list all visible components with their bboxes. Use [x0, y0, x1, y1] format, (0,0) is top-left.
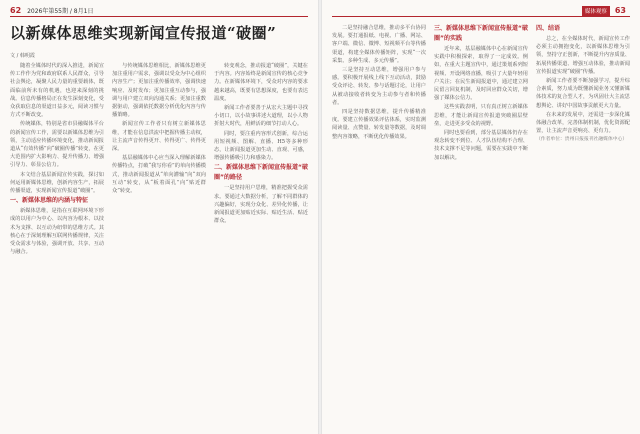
article-author: 文 / 韩明霞: [10, 53, 35, 59]
paragraph: 新闻宣传工作者只有树立新媒体思维，才能在信息洪流中把握传播主动权，让主流声音传得更开、传得更广、传得更深。: [112, 121, 206, 153]
right-page: [322, 0, 640, 434]
article-title: 以新媒体思维实现新闻宣传报道“破圈”: [10, 24, 277, 42]
paragraph: 与传统媒体思维相比，新媒体思维更加注重用户需求，强调以受众为中心组织内容生产；更加注重传播效率，强调快速响应、及时发布；更加注重互动参与，强调与用户建立双向沟通关系；更加注重数据驱动，强调依托数据分析优化内容与传播策略。: [112, 63, 206, 119]
paragraph: 在未来的发展中，还需进一步深化媒体融合改革，完善体制机制，优化资源配置，让主流声音更响亮、更有力。: [536, 111, 630, 135]
left-page-number: 62: [10, 6, 22, 15]
left-column-3: [214, 62, 308, 428]
paragraph: 二是坚持融合思维，推动多平台协同发展。要打通报纸、电视、广播、网站、客户端、微信、微博、短视频平台等传播渠道，构建全媒体传播矩阵，实现“一次采集、多种生成、多元传播”。: [332, 25, 426, 64]
paragraph: 一是坚持用户思维，精准把握受众需求。要通过大数据分析，了解不同群体的兴趣偏好，实现分众化、差异化传播，让新闻报道更加贴近实际、贴近生活、贴近群众。: [214, 185, 308, 225]
left-column-1: [10, 62, 104, 428]
left-column-2: [112, 62, 206, 428]
paragraph: 新闻工作者要不断加强学习，提升综合素质，努力成为既懂新闻业务又懂新媒体技术的复合型人才，为巩固壮大主流思想舆论、讲好中国故事贡献更大力量。: [536, 78, 630, 109]
paragraph: 新媒体思维，是指在互联网环境下形成的以用户为中心、以内容为根本、以技术为支撑、以互动为纽带的思维方式。其核心在于深刻理解互联网传播规律，关注受众需求与体验，强调开放、共享、互动与融合。: [10, 208, 104, 256]
paragraph: 三是坚持互动思维，增强用户参与感。要积极开展线上线下互动活动，鼓励受众评论、转发、参与话题讨论，让用户从被动接收者转变为主动参与者和传播者。: [332, 67, 426, 106]
right-column-3: [536, 24, 630, 428]
left-folio: [10, 6, 93, 15]
paragraph: 转变观念，推动报道“破圈”，关键在于内容。内容始终是新闻宣传的核心竞争力。在新媒体环境下，受众对内容的要求越来越高，既要有思想深度，也要有表达温度。: [214, 63, 308, 102]
section-tag: 媒体观察: [582, 6, 610, 16]
left-header-rule: [10, 16, 308, 17]
paragraph: 基层融媒体中心应当深入理解新媒体传播特点，打破“我写你看”的单向传播模式，推动新闻报道从“单向灌输”向“双向互动”转变，从“板着面孔”向“贴近群众”转变。: [112, 155, 206, 195]
paragraph: 随着全媒体时代的深入推进，新闻宣传工作作为党和政府联系人民群众，引导社会舆论，凝聚人民力量的重要载体，既面临前所未有的机遇，也迎来深刻的挑战。信息传播格局正在发生深刻变化，受众获取信息的渠道日益多元，阅读习惯与方式不断改变。: [10, 63, 104, 119]
author-affiliation: （作者单位：贵州日报报刊社融媒体中心）: [536, 137, 628, 143]
paragraph: 总之，在全媒体时代，新闻宣传工作必须主动拥抱变化，以新媒体思维为引领，坚持守正创新，不断提升内容质量、拓展传播渠道、增强互动体验，推动新闻宣传报道实现“破圈”传播。: [536, 36, 630, 75]
paragraph: 近年来，基层融媒体中心在新闻宣传实践中积极探索，取得了一定成效。例如，在重大主题宣传中，通过策划系列短视频、开设网络直播，吸引了大量年轻用户关注；在民生新闻报道中，通过建立网民留言回复机制，及时回应群众关切，增强了媒体公信力。: [434, 46, 528, 102]
section-heading: 二、新媒体思维下新闻宣传报道“破圈”的路径: [214, 164, 308, 182]
right-page-number: 63: [614, 6, 626, 15]
paragraph: 同时，要注重内容形式创新，综合运用短视频、图解、直播、H5等多种形态，让新闻报道更加生动、直观、可感，增强传播吸引力和感染力。: [214, 130, 308, 162]
section-heading: 四、结语: [536, 25, 561, 32]
right-column-2: [434, 24, 528, 428]
paragraph: 传统媒体，特别是省市县融媒体平台的新闻宣传工作，需要以新媒体思维为引领，主动适应传播环境变化，推动新闻报道从“有效传播”向“破圈传播”转变，在更大范围内扩大影响力、提升传播力、增强引导力、彰显公信力。: [10, 121, 104, 169]
paragraph: 新闻工作者要善于从宏大主题中寻找小切口，以小故事讲述大道理，以小人物折射大时代，用鲜活的细节打动人心。: [214, 105, 308, 128]
right-column-1: [332, 24, 426, 428]
left-issue-info: 2026年第55期 / 8月1日: [27, 8, 94, 15]
left-page: [0, 0, 318, 434]
section-heading: 一、新媒体思维的内涵与特征: [10, 197, 89, 205]
paragraph: 这些实践表明，只有真正树立新媒体思维，才能让新闻宣传报道突破圈层壁垒，走进更多受众的视野。: [434, 104, 528, 127]
right-folio: [582, 6, 630, 16]
paragraph: 本文结合基层新闻宣传实践，探讨如何运用新媒体思维，创新内容生产，拓展传播渠道，实现新闻宣传报道“破圈”。: [10, 171, 104, 195]
paragraph: 同时也要看到，部分基层媒体仍存在观念转变不到位、人才队伍结构不合理、技术支撑不足等问题，需要在实践中不断加以解决。: [434, 130, 528, 161]
paragraph: 四是坚持数据思维，提升传播精准度。要建立传播效果评估体系，实时监测阅读量、点赞量、转发量等数据，及时调整内容策略，不断优化传播效果。: [332, 109, 426, 140]
section-heading: 三、新媒体思维下新闻宣传报道“破圈”的实践: [434, 25, 528, 42]
right-header-rule: [332, 16, 630, 17]
